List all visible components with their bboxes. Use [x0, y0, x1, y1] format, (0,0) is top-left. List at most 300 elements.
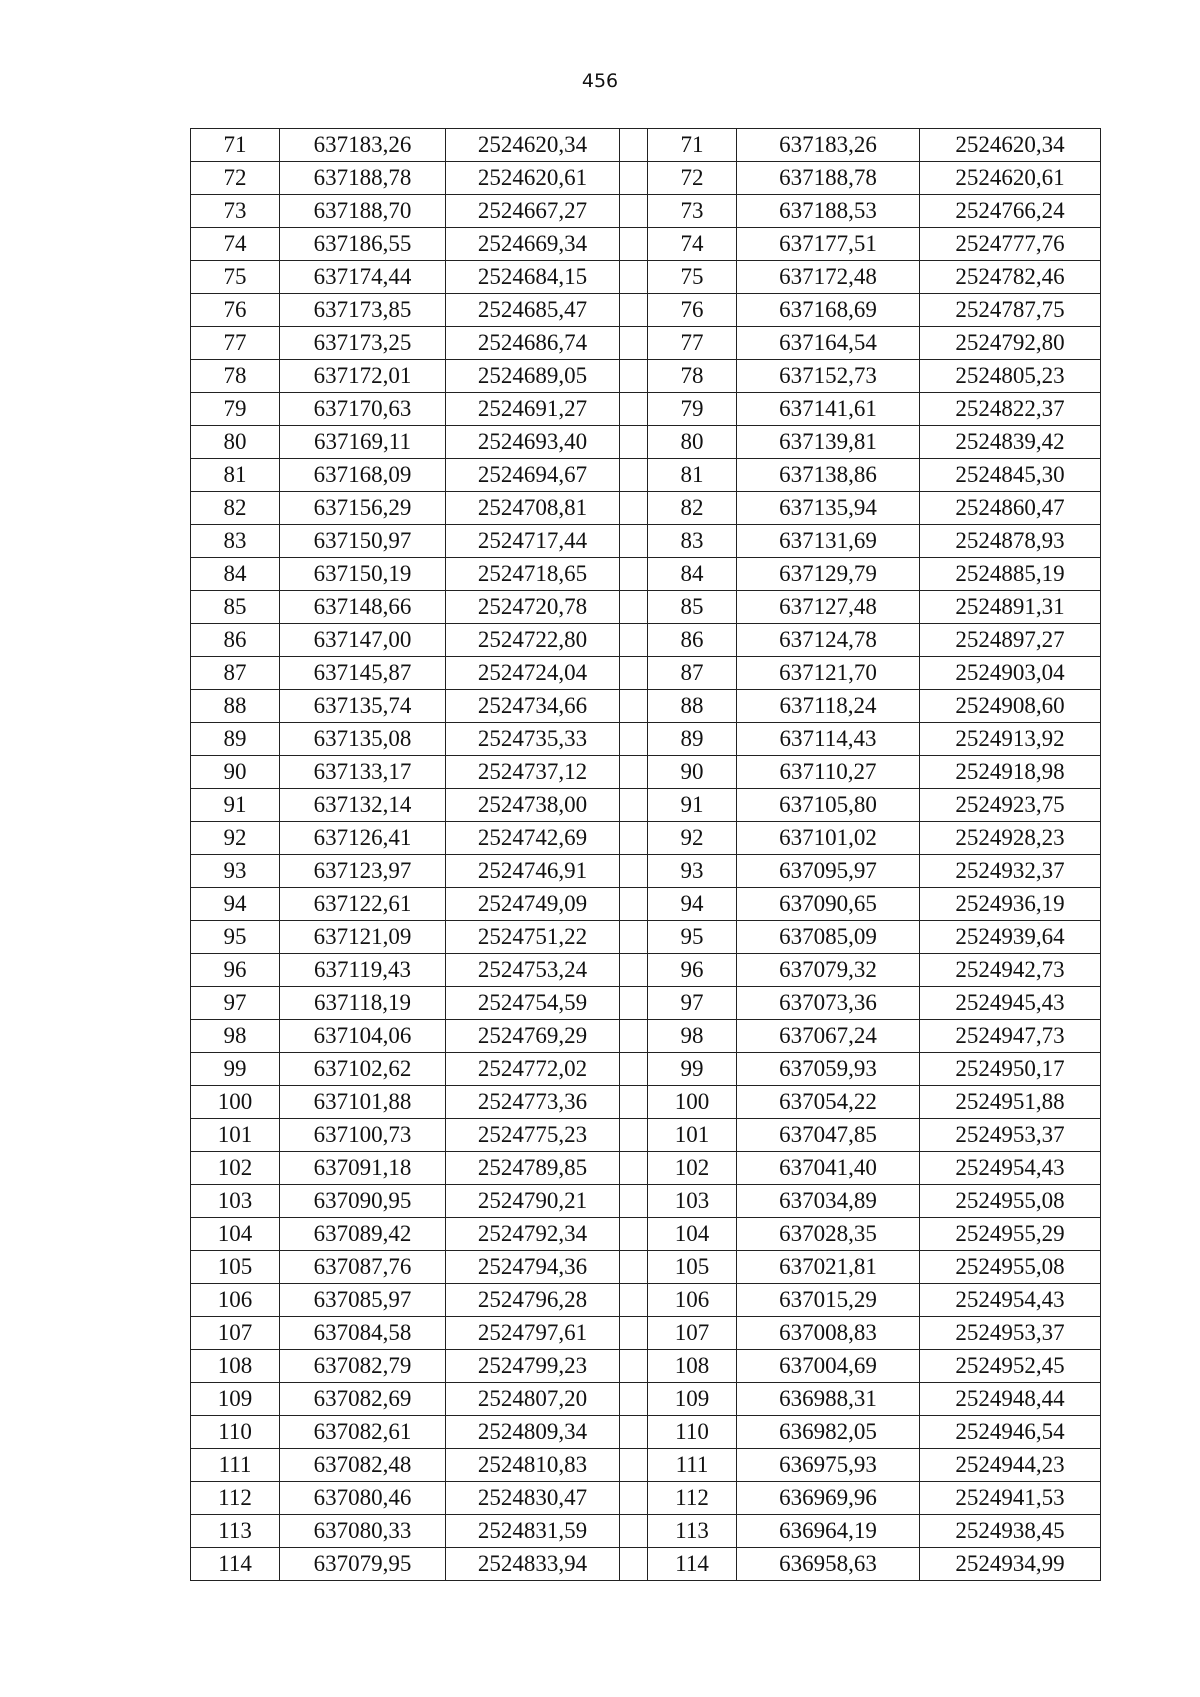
y-coordinate-right: 2524860,47 [920, 492, 1101, 525]
y-coordinate-right: 2524787,75 [920, 294, 1101, 327]
point-number-right: 106 [648, 1284, 737, 1317]
point-number-left: 95 [191, 921, 280, 954]
x-coordinate-left: 637119,43 [280, 954, 446, 987]
y-coordinate-left: 2524717,44 [446, 525, 620, 558]
x-coordinate-right: 636964,19 [737, 1515, 920, 1548]
table-row [191, 1251, 1101, 1284]
x-coordinate-right: 637141,61 [737, 393, 920, 426]
x-coordinate-right: 637095,97 [737, 855, 920, 888]
y-coordinate-right: 2524942,73 [920, 954, 1101, 987]
x-coordinate-left: 637101,88 [280, 1086, 446, 1119]
point-number-right: 83 [648, 525, 737, 558]
y-coordinate-right: 2524903,04 [920, 657, 1101, 690]
separator-cell [620, 987, 648, 1020]
point-number-right: 107 [648, 1317, 737, 1350]
table-row [191, 723, 1101, 756]
y-coordinate-left: 2524742,69 [446, 822, 620, 855]
table-row [191, 1350, 1101, 1383]
y-coordinate-left: 2524724,04 [446, 657, 620, 690]
separator-cell [620, 855, 648, 888]
y-coordinate-left: 2524754,59 [446, 987, 620, 1020]
separator-cell [620, 1515, 648, 1548]
point-number-left: 85 [191, 591, 280, 624]
y-coordinate-right: 2524934,99 [920, 1548, 1101, 1581]
point-number-left: 114 [191, 1548, 280, 1581]
y-coordinate-right: 2524620,34 [920, 129, 1101, 162]
y-coordinate-left: 2524809,34 [446, 1416, 620, 1449]
separator-cell [620, 1185, 648, 1218]
x-coordinate-right: 637059,93 [737, 1053, 920, 1086]
point-number-left: 88 [191, 690, 280, 723]
y-coordinate-right: 2524950,17 [920, 1053, 1101, 1086]
point-number-left: 98 [191, 1020, 280, 1053]
y-coordinate-right: 2524923,75 [920, 789, 1101, 822]
point-number-right: 97 [648, 987, 737, 1020]
point-number-left: 80 [191, 426, 280, 459]
separator-cell [620, 954, 648, 987]
y-coordinate-right: 2524891,31 [920, 591, 1101, 624]
x-coordinate-right: 637041,40 [737, 1152, 920, 1185]
point-number-left: 101 [191, 1119, 280, 1152]
separator-cell [620, 459, 648, 492]
separator-cell [620, 162, 648, 195]
x-coordinate-left: 637087,76 [280, 1251, 446, 1284]
y-coordinate-right: 2524954,43 [920, 1284, 1101, 1317]
y-coordinate-left: 2524669,34 [446, 228, 620, 261]
y-coordinate-right: 2524878,93 [920, 525, 1101, 558]
y-coordinate-left: 2524769,29 [446, 1020, 620, 1053]
y-coordinate-right: 2524897,27 [920, 624, 1101, 657]
x-coordinate-left: 637089,42 [280, 1218, 446, 1251]
separator-cell [620, 1350, 648, 1383]
separator-cell [620, 1086, 648, 1119]
y-coordinate-left: 2524773,36 [446, 1086, 620, 1119]
x-coordinate-left: 637172,01 [280, 360, 446, 393]
x-coordinate-left: 637079,95 [280, 1548, 446, 1581]
x-coordinate-left: 637145,87 [280, 657, 446, 690]
x-coordinate-left: 637122,61 [280, 888, 446, 921]
point-number-left: 108 [191, 1350, 280, 1383]
y-coordinate-right: 2524955,08 [920, 1251, 1101, 1284]
x-coordinate-left: 637156,29 [280, 492, 446, 525]
point-number-left: 96 [191, 954, 280, 987]
y-coordinate-right: 2524947,73 [920, 1020, 1101, 1053]
y-coordinate-left: 2524810,83 [446, 1449, 620, 1482]
y-coordinate-left: 2524751,22 [446, 921, 620, 954]
point-number-right: 80 [648, 426, 737, 459]
table-row [191, 1482, 1101, 1515]
separator-cell [620, 294, 648, 327]
point-number-right: 81 [648, 459, 737, 492]
table-row [191, 1152, 1101, 1185]
y-coordinate-left: 2524794,36 [446, 1251, 620, 1284]
y-coordinate-left: 2524799,23 [446, 1350, 620, 1383]
point-number-right: 88 [648, 690, 737, 723]
separator-cell [620, 558, 648, 591]
y-coordinate-left: 2524722,80 [446, 624, 620, 657]
point-number-left: 109 [191, 1383, 280, 1416]
x-coordinate-right: 637028,35 [737, 1218, 920, 1251]
y-coordinate-left: 2524734,66 [446, 690, 620, 723]
separator-cell [620, 921, 648, 954]
x-coordinate-left: 637150,19 [280, 558, 446, 591]
point-number-right: 72 [648, 162, 737, 195]
table-row [191, 195, 1101, 228]
table-row [191, 954, 1101, 987]
x-coordinate-left: 637147,00 [280, 624, 446, 657]
x-coordinate-right: 637139,81 [737, 426, 920, 459]
point-number-right: 112 [648, 1482, 737, 1515]
y-coordinate-right: 2524954,43 [920, 1152, 1101, 1185]
point-number-right: 87 [648, 657, 737, 690]
point-number-left: 97 [191, 987, 280, 1020]
separator-cell [620, 525, 648, 558]
y-coordinate-left: 2524686,74 [446, 327, 620, 360]
table-row [191, 855, 1101, 888]
separator-cell [620, 756, 648, 789]
point-number-right: 94 [648, 888, 737, 921]
y-coordinate-left: 2524694,67 [446, 459, 620, 492]
x-coordinate-right: 637188,78 [737, 162, 920, 195]
separator-cell [620, 591, 648, 624]
y-coordinate-left: 2524775,23 [446, 1119, 620, 1152]
y-coordinate-right: 2524951,88 [920, 1086, 1101, 1119]
separator-cell [620, 1449, 648, 1482]
separator-cell [620, 1284, 648, 1317]
point-number-right: 105 [648, 1251, 737, 1284]
x-coordinate-right: 637124,78 [737, 624, 920, 657]
table-row [191, 558, 1101, 591]
point-number-right: 113 [648, 1515, 737, 1548]
y-coordinate-right: 2524952,45 [920, 1350, 1101, 1383]
y-coordinate-left: 2524792,34 [446, 1218, 620, 1251]
point-number-right: 101 [648, 1119, 737, 1152]
y-coordinate-right: 2524928,23 [920, 822, 1101, 855]
point-number-right: 114 [648, 1548, 737, 1581]
x-coordinate-right: 637004,69 [737, 1350, 920, 1383]
table-row [191, 1119, 1101, 1152]
point-number-left: 102 [191, 1152, 280, 1185]
y-coordinate-right: 2524782,46 [920, 261, 1101, 294]
point-number-right: 96 [648, 954, 737, 987]
point-number-left: 73 [191, 195, 280, 228]
point-number-right: 102 [648, 1152, 737, 1185]
table-row [191, 690, 1101, 723]
table-row [191, 1515, 1101, 1548]
table-row [191, 162, 1101, 195]
x-coordinate-right: 637118,24 [737, 690, 920, 723]
x-coordinate-right: 637168,69 [737, 294, 920, 327]
y-coordinate-right: 2524620,61 [920, 162, 1101, 195]
separator-cell [620, 228, 648, 261]
y-coordinate-left: 2524796,28 [446, 1284, 620, 1317]
x-coordinate-left: 637188,70 [280, 195, 446, 228]
y-coordinate-left: 2524685,47 [446, 294, 620, 327]
separator-cell [620, 1152, 648, 1185]
x-coordinate-left: 637183,26 [280, 129, 446, 162]
point-number-right: 110 [648, 1416, 737, 1449]
x-coordinate-left: 637173,85 [280, 294, 446, 327]
x-coordinate-right: 637079,32 [737, 954, 920, 987]
x-coordinate-right: 637172,48 [737, 261, 920, 294]
separator-cell [620, 393, 648, 426]
table-row [191, 1548, 1101, 1581]
x-coordinate-left: 637100,73 [280, 1119, 446, 1152]
point-number-left: 76 [191, 294, 280, 327]
table-row [191, 987, 1101, 1020]
point-number-left: 111 [191, 1449, 280, 1482]
y-coordinate-right: 2524955,08 [920, 1185, 1101, 1218]
point-number-right: 86 [648, 624, 737, 657]
x-coordinate-left: 637148,66 [280, 591, 446, 624]
y-coordinate-left: 2524830,47 [446, 1482, 620, 1515]
separator-cell [620, 327, 648, 360]
x-coordinate-left: 637135,08 [280, 723, 446, 756]
point-number-right: 85 [648, 591, 737, 624]
y-coordinate-left: 2524620,34 [446, 129, 620, 162]
point-number-right: 75 [648, 261, 737, 294]
separator-cell [620, 690, 648, 723]
coordinates-table-body [191, 129, 1101, 1581]
x-coordinate-right: 637101,02 [737, 822, 920, 855]
x-coordinate-left: 637168,09 [280, 459, 446, 492]
x-coordinate-right: 637183,26 [737, 129, 920, 162]
y-coordinate-left: 2524753,24 [446, 954, 620, 987]
table-row [191, 393, 1101, 426]
x-coordinate-left: 637080,33 [280, 1515, 446, 1548]
separator-cell [620, 360, 648, 393]
y-coordinate-right: 2524777,76 [920, 228, 1101, 261]
y-coordinate-left: 2524718,65 [446, 558, 620, 591]
point-number-left: 82 [191, 492, 280, 525]
y-coordinate-right: 2524845,30 [920, 459, 1101, 492]
point-number-left: 78 [191, 360, 280, 393]
x-coordinate-left: 637085,97 [280, 1284, 446, 1317]
point-number-left: 74 [191, 228, 280, 261]
y-coordinate-left: 2524708,81 [446, 492, 620, 525]
point-number-right: 111 [648, 1449, 737, 1482]
y-coordinate-right: 2524953,37 [920, 1119, 1101, 1152]
table-row [191, 1020, 1101, 1053]
table-row [191, 1416, 1101, 1449]
y-coordinate-right: 2524918,98 [920, 756, 1101, 789]
y-coordinate-right: 2524913,92 [920, 723, 1101, 756]
x-coordinate-left: 637082,61 [280, 1416, 446, 1449]
y-coordinate-right: 2524941,53 [920, 1482, 1101, 1515]
point-number-right: 77 [648, 327, 737, 360]
separator-cell [620, 1218, 648, 1251]
y-coordinate-left: 2524831,59 [446, 1515, 620, 1548]
x-coordinate-right: 637085,09 [737, 921, 920, 954]
point-number-left: 86 [191, 624, 280, 657]
table-row [191, 261, 1101, 294]
page-number: 456 [581, 70, 619, 92]
table-row [191, 1185, 1101, 1218]
table-row [191, 822, 1101, 855]
y-coordinate-right: 2524938,45 [920, 1515, 1101, 1548]
y-coordinate-right: 2524908,60 [920, 690, 1101, 723]
separator-cell [620, 888, 648, 921]
table-row [191, 129, 1101, 162]
separator-cell [620, 261, 648, 294]
point-number-right: 76 [648, 294, 737, 327]
y-coordinate-left: 2524807,20 [446, 1383, 620, 1416]
point-number-left: 81 [191, 459, 280, 492]
point-number-left: 83 [191, 525, 280, 558]
point-number-left: 79 [191, 393, 280, 426]
x-coordinate-left: 637150,97 [280, 525, 446, 558]
point-number-left: 99 [191, 1053, 280, 1086]
x-coordinate-right: 637188,53 [737, 195, 920, 228]
x-coordinate-right: 637135,94 [737, 492, 920, 525]
x-coordinate-right: 637177,51 [737, 228, 920, 261]
separator-cell [620, 1383, 648, 1416]
y-coordinate-left: 2524667,27 [446, 195, 620, 228]
y-coordinate-left: 2524790,21 [446, 1185, 620, 1218]
point-number-right: 71 [648, 129, 737, 162]
point-number-left: 113 [191, 1515, 280, 1548]
x-coordinate-left: 637186,55 [280, 228, 446, 261]
point-number-left: 71 [191, 129, 280, 162]
x-coordinate-right: 637067,24 [737, 1020, 920, 1053]
separator-cell [620, 1119, 648, 1152]
x-coordinate-left: 637091,18 [280, 1152, 446, 1185]
separator-cell [620, 822, 648, 855]
x-coordinate-right: 637121,70 [737, 657, 920, 690]
separator-cell [620, 1251, 648, 1284]
x-coordinate-right: 637034,89 [737, 1185, 920, 1218]
point-number-left: 91 [191, 789, 280, 822]
table-row [191, 1449, 1101, 1482]
point-number-left: 103 [191, 1185, 280, 1218]
point-number-left: 72 [191, 162, 280, 195]
x-coordinate-right: 637164,54 [737, 327, 920, 360]
x-coordinate-left: 637174,44 [280, 261, 446, 294]
y-coordinate-right: 2524955,29 [920, 1218, 1101, 1251]
y-coordinate-right: 2524805,23 [920, 360, 1101, 393]
x-coordinate-left: 637118,19 [280, 987, 446, 1020]
point-number-right: 109 [648, 1383, 737, 1416]
x-coordinate-right: 637090,65 [737, 888, 920, 921]
table-row [191, 1383, 1101, 1416]
x-coordinate-right: 637129,79 [737, 558, 920, 591]
point-number-left: 104 [191, 1218, 280, 1251]
x-coordinate-left: 637090,95 [280, 1185, 446, 1218]
table-row [191, 1284, 1101, 1317]
y-coordinate-right: 2524932,37 [920, 855, 1101, 888]
y-coordinate-left: 2524797,61 [446, 1317, 620, 1350]
x-coordinate-left: 637188,78 [280, 162, 446, 195]
point-number-right: 92 [648, 822, 737, 855]
y-coordinate-left: 2524720,78 [446, 591, 620, 624]
x-coordinate-left: 637133,17 [280, 756, 446, 789]
y-coordinate-right: 2524822,37 [920, 393, 1101, 426]
point-number-right: 103 [648, 1185, 737, 1218]
y-coordinate-left: 2524789,85 [446, 1152, 620, 1185]
x-coordinate-right: 636982,05 [737, 1416, 920, 1449]
point-number-left: 90 [191, 756, 280, 789]
point-number-left: 94 [191, 888, 280, 921]
x-coordinate-left: 637123,97 [280, 855, 446, 888]
point-number-left: 77 [191, 327, 280, 360]
x-coordinate-right: 637073,36 [737, 987, 920, 1020]
point-number-right: 104 [648, 1218, 737, 1251]
x-coordinate-left: 637135,74 [280, 690, 446, 723]
y-coordinate-right: 2524939,64 [920, 921, 1101, 954]
point-number-left: 106 [191, 1284, 280, 1317]
separator-cell [620, 426, 648, 459]
separator-cell [620, 1548, 648, 1581]
y-coordinate-right: 2524953,37 [920, 1317, 1101, 1350]
x-coordinate-right: 637054,22 [737, 1086, 920, 1119]
y-coordinate-right: 2524766,24 [920, 195, 1101, 228]
table-row [191, 360, 1101, 393]
x-coordinate-right: 636958,63 [737, 1548, 920, 1581]
point-number-left: 75 [191, 261, 280, 294]
x-coordinate-right: 637127,48 [737, 591, 920, 624]
table-row [191, 1053, 1101, 1086]
x-coordinate-right: 637047,85 [737, 1119, 920, 1152]
y-coordinate-left: 2524693,40 [446, 426, 620, 459]
x-coordinate-left: 637132,14 [280, 789, 446, 822]
point-number-left: 84 [191, 558, 280, 591]
x-coordinate-left: 637126,41 [280, 822, 446, 855]
y-coordinate-left: 2524738,00 [446, 789, 620, 822]
point-number-right: 90 [648, 756, 737, 789]
x-coordinate-right: 637114,43 [737, 723, 920, 756]
separator-cell [620, 129, 648, 162]
point-number-right: 89 [648, 723, 737, 756]
table-row [191, 459, 1101, 492]
separator-cell [620, 1416, 648, 1449]
y-coordinate-left: 2524746,91 [446, 855, 620, 888]
x-coordinate-left: 637084,58 [280, 1317, 446, 1350]
point-number-left: 92 [191, 822, 280, 855]
separator-cell [620, 657, 648, 690]
y-coordinate-left: 2524620,61 [446, 162, 620, 195]
separator-cell [620, 492, 648, 525]
y-coordinate-left: 2524735,33 [446, 723, 620, 756]
y-coordinate-right: 2524936,19 [920, 888, 1101, 921]
x-coordinate-left: 637082,48 [280, 1449, 446, 1482]
x-coordinate-left: 637082,79 [280, 1350, 446, 1383]
point-number-left: 110 [191, 1416, 280, 1449]
y-coordinate-left: 2524737,12 [446, 756, 620, 789]
separator-cell [620, 1053, 648, 1086]
separator-cell [620, 789, 648, 822]
y-coordinate-left: 2524689,05 [446, 360, 620, 393]
separator-cell [620, 1020, 648, 1053]
point-number-left: 105 [191, 1251, 280, 1284]
y-coordinate-right: 2524948,44 [920, 1383, 1101, 1416]
point-number-right: 99 [648, 1053, 737, 1086]
table-row [191, 657, 1101, 690]
point-number-right: 98 [648, 1020, 737, 1053]
point-number-right: 84 [648, 558, 737, 591]
x-coordinate-right: 636988,31 [737, 1383, 920, 1416]
table-row [191, 492, 1101, 525]
separator-cell [620, 195, 648, 228]
point-number-left: 107 [191, 1317, 280, 1350]
x-coordinate-left: 637170,63 [280, 393, 446, 426]
table-row [191, 1086, 1101, 1119]
x-coordinate-right: 636975,93 [737, 1449, 920, 1482]
x-coordinate-left: 637104,06 [280, 1020, 446, 1053]
y-coordinate-right: 2524839,42 [920, 426, 1101, 459]
x-coordinate-left: 637121,09 [280, 921, 446, 954]
x-coordinate-right: 637138,86 [737, 459, 920, 492]
table-row [191, 1317, 1101, 1350]
